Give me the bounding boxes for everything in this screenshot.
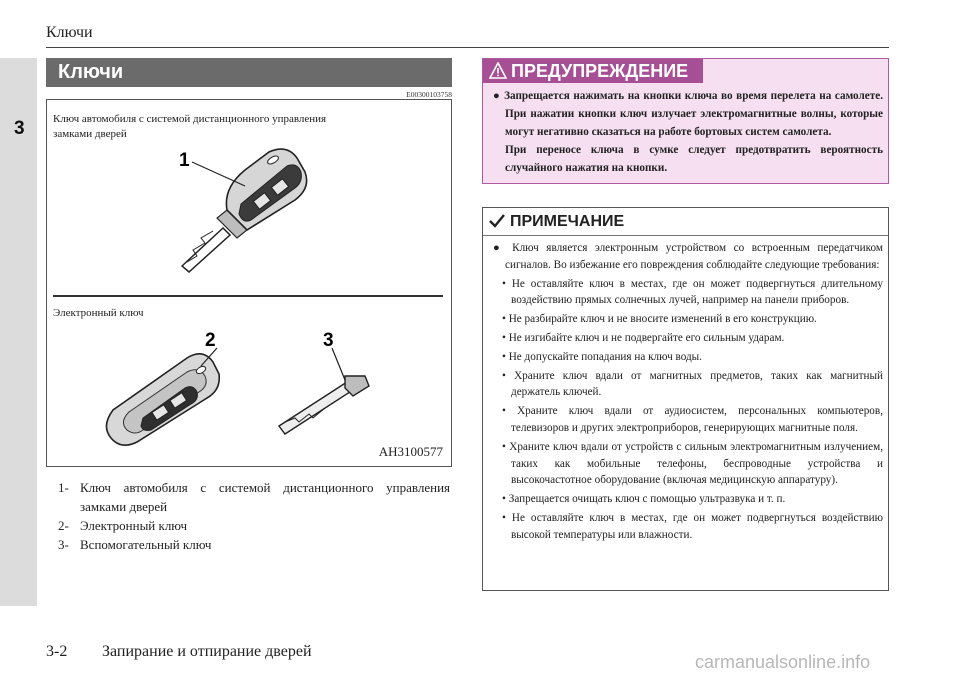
callout-line-3 bbox=[332, 348, 345, 380]
note-title: ПРИМЕЧАНИЕ bbox=[510, 213, 625, 230]
note-item: • Не оставляйте ключ в местах, где он может подвергнуться воздействию высокой температуры или влажности. bbox=[502, 511, 883, 541]
figure-divider bbox=[53, 295, 443, 297]
list-item: 3- Вспомогательный ключ bbox=[58, 537, 212, 552]
list-item: 1- Ключ автомобиля с системой дистанционного управления замками дверей bbox=[58, 480, 450, 514]
figure-code: AH3100577 bbox=[378, 444, 443, 459]
callout-2: 2 bbox=[205, 330, 216, 351]
keys-figure bbox=[46, 99, 452, 467]
note-item: • Запрещается очищать ключ с помощью ультразвука и т. п. bbox=[502, 493, 786, 506]
page-header-title: Ключи bbox=[46, 24, 93, 41]
note-body bbox=[493, 240, 883, 546]
checkmark-icon bbox=[489, 214, 505, 228]
note-item: • Храните ключ вдали от магнитных предметов, таких как магнитный держатель ключей. bbox=[502, 369, 883, 399]
warning-box bbox=[482, 58, 889, 184]
note-item: • Не допускайте попадания на ключ воды. bbox=[502, 350, 702, 363]
emergency-key-image bbox=[279, 376, 369, 434]
list-item: 2- Электронный ключ bbox=[58, 518, 188, 533]
chapter-tab-bar bbox=[0, 58, 37, 606]
note-item: • Не изгибайте ключ и не подвергайте его сильным ударам. bbox=[502, 331, 785, 344]
chapter-number: 3 bbox=[14, 118, 25, 139]
callout-3: 3 bbox=[323, 330, 334, 351]
warning-title: ПРЕДУПРЕЖДЕНИЕ bbox=[511, 61, 689, 81]
note-header bbox=[483, 208, 888, 236]
note-item: • Храните ключ вдали от аудиосистем, персональных компьютеров, телевизоров и других электроприборов, генерирующих магнитные поля. bbox=[502, 405, 883, 434]
note-item: • Не оставляйте ключ в местах, где он может подвергнуться длительному воздействию прямых солнечных лучей, например на панели приборов. bbox=[502, 277, 883, 307]
section-title: Ключи bbox=[46, 58, 452, 87]
warning-header bbox=[483, 59, 888, 83]
keys-illustration bbox=[47, 100, 453, 468]
warning-text: ● Запрещается нажимать на кнопки ключа во время перелета на самолете. При нажатии кнопки ключ излучает электромагнитные волны, которые могут негативно сказаться на работе бортовых систем самолета. При переносе ключа в сумке следует предотвратить вероятность случайного нажатия на кнопки. bbox=[493, 90, 883, 174]
callout-line-1 bbox=[192, 162, 245, 186]
caption-electronic-key: Электронный ключ bbox=[53, 307, 144, 319]
note-lead: ● Ключ является электронным устройством со встроенным передатчиком сигналов. Во избежание его повреждения соблюдайте следующие требования: bbox=[493, 242, 883, 271]
footer-title: Запирание и отпирание дверей bbox=[102, 643, 312, 660]
key-legend-list bbox=[58, 478, 450, 554]
remote-key-image bbox=[182, 149, 307, 272]
page-number: 3-2 bbox=[46, 643, 68, 660]
watermark: carmanualsonline.info bbox=[695, 652, 871, 672]
header-rule bbox=[46, 47, 889, 48]
note-box bbox=[482, 207, 889, 591]
note-item: • Храните ключ вдали от устройств с сильным электромагнитным излучением, таких как мобильные телефоны, беспроводные устройства и высокочастотное оборудование (включая медицинскую аппаратуру). bbox=[502, 440, 883, 487]
section-code: E00300103758 bbox=[406, 90, 452, 99]
callout-1: 1 bbox=[179, 150, 190, 171]
caption-remote-key: Ключ автомобиля с системой дистанционного управления замками дверей bbox=[53, 113, 327, 140]
electronic-key-image bbox=[106, 354, 219, 445]
note-item: • Не разбирайте ключ и не вносите изменений в его конструкцию. bbox=[502, 313, 817, 326]
